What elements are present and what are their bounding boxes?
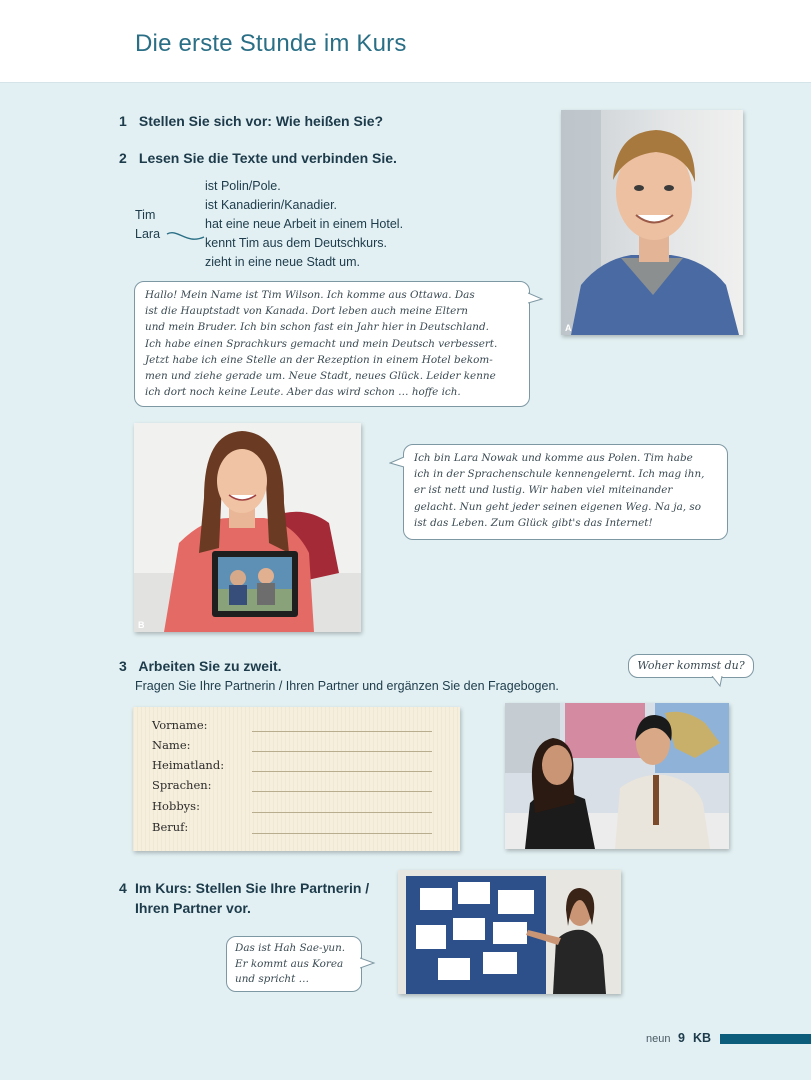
photo-lara — [134, 423, 361, 632]
form-field-hobbys[interactable] — [252, 812, 432, 813]
form-field-name[interactable] — [252, 751, 432, 752]
name-lara: Lara — [135, 227, 161, 241]
photo-label: B — [138, 620, 145, 630]
statement: zieht in eine neue Stadt um. — [205, 255, 360, 269]
speech-bubble-lara — [403, 444, 728, 540]
form-label-name: Name: — [152, 738, 191, 752]
bubble-line: Ich bin Lara Nowak und komme aus Polen. Tim habe — [414, 452, 693, 464]
bubble-tail — [528, 290, 544, 306]
task-text: Im Kurs: Stellen Sie Ihre Partnerin / — [135, 880, 370, 896]
form-field-heimatland[interactable] — [252, 771, 432, 772]
task-number: 4 — [119, 880, 127, 896]
form-field-vorname[interactable] — [252, 731, 432, 732]
bubble-line: men und ziehe gerade um. Neue Stadt, neues Glück. Leider kenne — [145, 370, 496, 383]
task-3-heading — [119, 658, 282, 674]
speech-bubble-tim — [134, 281, 530, 407]
page-number-word: neun — [646, 1033, 671, 1045]
questionnaire-form — [133, 707, 460, 851]
name-list — [135, 206, 160, 244]
statement: ist Polin/Pole. — [205, 179, 281, 193]
task-text: Stellen Sie sich vor: Wie heißen Sie? — [138, 113, 384, 129]
form-label-vorname: Vorname: — [152, 718, 208, 732]
statement: ist Kanadierin/Kanadier. — [205, 198, 338, 212]
page-number: 9 — [678, 1031, 685, 1045]
bubble-line: und spricht … — [235, 973, 309, 985]
form-label-hobbys: Hobbys: — [152, 799, 200, 813]
bubble-line: ich dort noch keine Leute. Aber das wird schon … hoffe ich. — [145, 386, 461, 399]
task-number: 3 — [119, 658, 127, 674]
speech-bubble-question: Woher kommst du? — [628, 654, 754, 678]
bubble-line: Hallo! Mein Name ist Tim Wilson. Ich komme aus Ottawa. Das — [145, 289, 475, 301]
footer-bar — [720, 1034, 811, 1044]
statement-list — [205, 177, 403, 272]
bubble-line: Ich habe einen Sprachkurs gemacht und mein Deutsch verbessert. — [145, 337, 498, 350]
page-header — [0, 0, 811, 83]
bubble-line: und mein Bruder. Ich bin schon fast ein Jahr hier in Deutschland. — [145, 321, 489, 334]
form-field-beruf[interactable] — [252, 833, 432, 834]
task-number: 2 — [119, 150, 127, 166]
bubble-line: ist das Leben. Zum Glück gibt's das Internet! — [414, 516, 653, 529]
statement: hat eine neue Arbeit in einem Hotel. — [205, 217, 404, 231]
task-1-heading — [119, 113, 383, 129]
name-tim: Tim — [135, 208, 156, 222]
task-text: Ihren Partner vor. — [135, 900, 251, 916]
page-title: Die erste Stunde im Kurs — [135, 30, 407, 57]
photo-label: A — [565, 323, 572, 333]
connector-line — [166, 225, 206, 245]
bubble-line: ist die Hauptstadt von Kanada. Dort leben auch meine Eltern — [145, 305, 468, 318]
form-label-sprachen: Sprachen: — [152, 778, 212, 792]
photo-presentation — [398, 870, 621, 994]
photo-tim — [561, 110, 743, 335]
bubble-line: er ist nett und lustig. Wir haben viel miteinander — [414, 484, 673, 497]
task-number: 1 — [119, 113, 127, 129]
task-3-instruction: Fragen Sie Ihre Partnerin / Ihren Partner und ergänzen Sie den Fragebogen. — [135, 679, 559, 693]
section-label: KB — [693, 1031, 712, 1045]
bubble-line: Er kommt aus Korea — [235, 957, 344, 970]
bubble-line: gelacht. Nun geht jeder seinen eigenen Weg. Na ja, so — [414, 500, 701, 513]
bubble-line: Jetzt habe ich eine Stelle an der Rezeption in einem Hotel bekom- — [145, 353, 493, 366]
statement: kennt Tim aus dem Deutschkurs. — [205, 236, 388, 250]
bubble-tail — [360, 956, 376, 972]
form-field-sprachen[interactable] — [252, 791, 432, 792]
bubble-tail — [389, 455, 405, 471]
bubble-line: Das ist Hah Sae-yun. — [235, 942, 346, 954]
form-label-beruf: Beruf: — [152, 820, 189, 834]
form-label-heimatland: Heimatland: — [152, 758, 225, 772]
task-2-heading — [119, 150, 397, 166]
task-text: Lesen Sie die Texte und verbinden Sie. — [138, 150, 397, 166]
task-text: Arbeiten Sie zu zweit. — [138, 658, 282, 674]
task-4-heading — [119, 878, 369, 918]
speech-bubble-introduction — [226, 936, 362, 992]
photo-partner-interview — [505, 703, 729, 849]
bubble-line: ich in der Sprachenschule kennengelernt. Ich mag ihn, — [414, 468, 705, 481]
bubble-tail — [710, 676, 726, 688]
